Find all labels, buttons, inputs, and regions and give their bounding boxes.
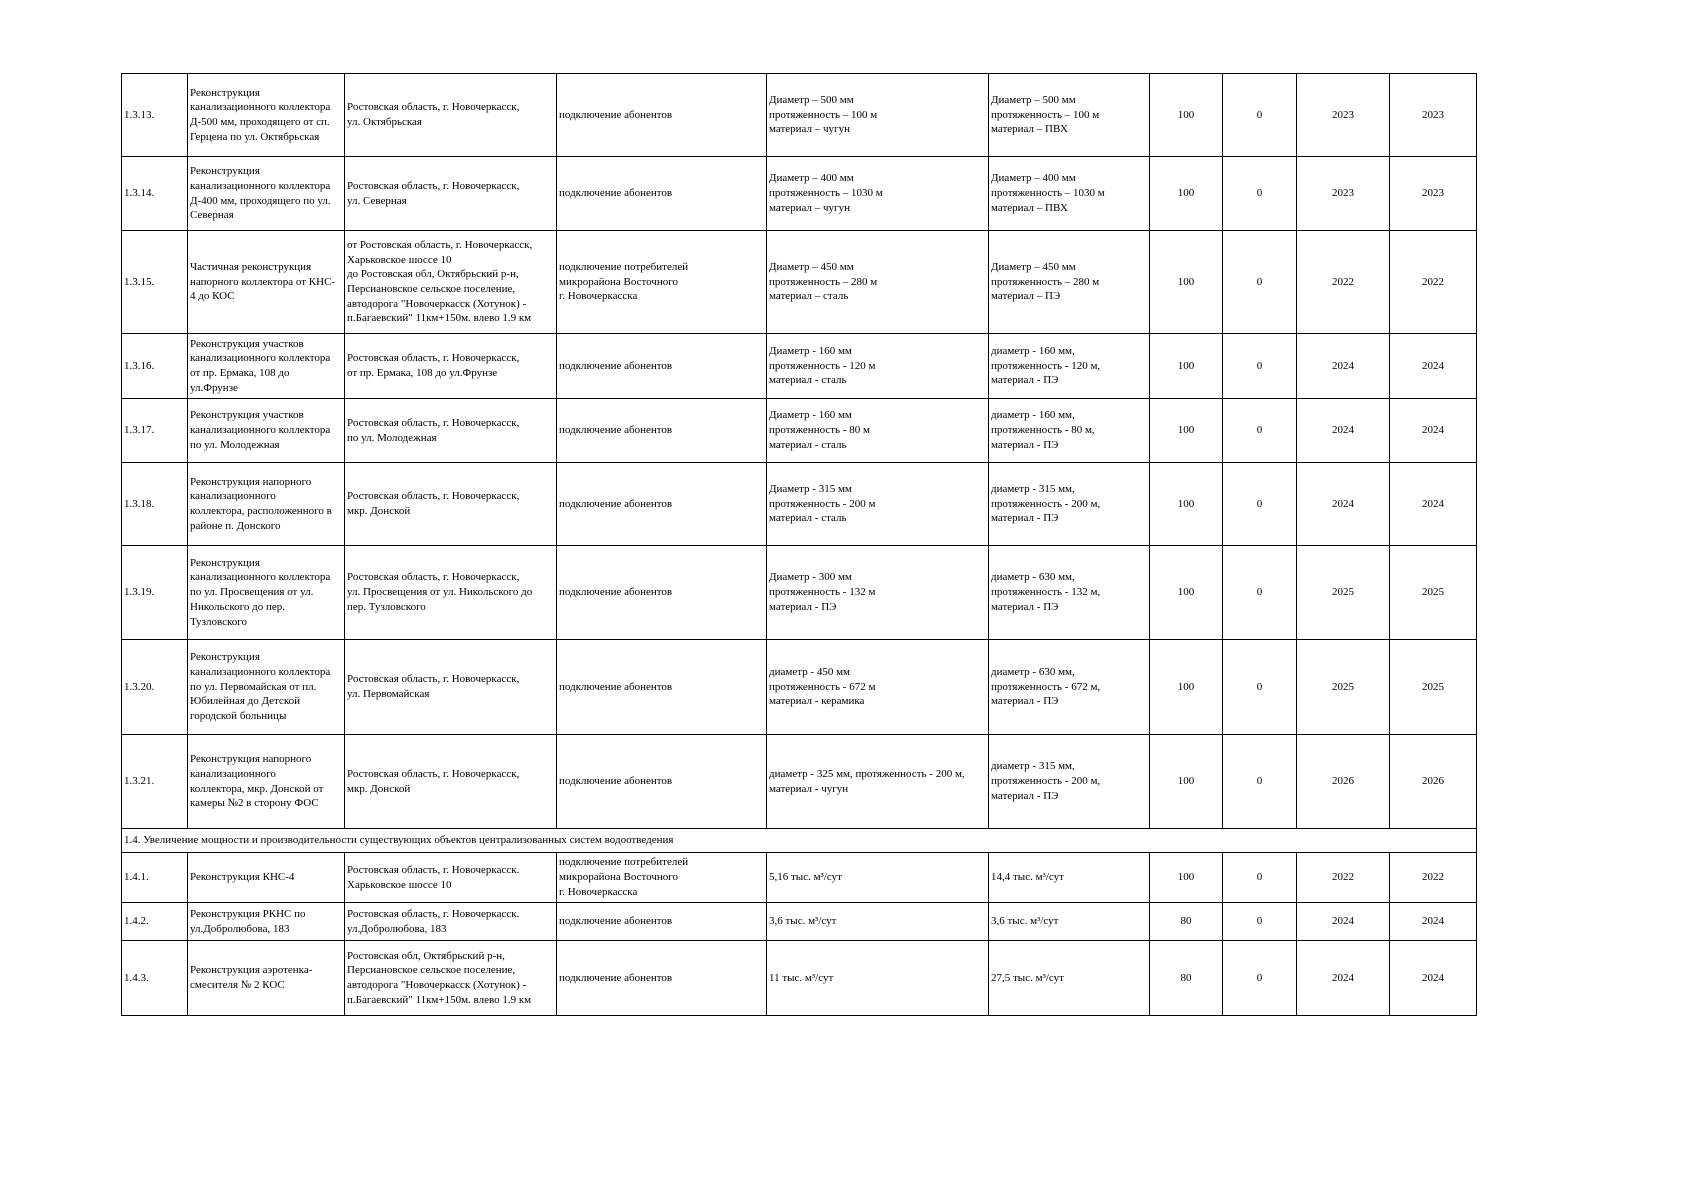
end-year: 2026 <box>1390 735 1477 829</box>
readiness-percent: 100 <box>1150 735 1223 829</box>
current-parameters: диаметр - 325 мм, протяженность - 200 м, материал - чугун <box>767 735 989 829</box>
table-row <box>122 640 1477 735</box>
end-year: 2024 <box>1390 334 1477 399</box>
end-year: 2025 <box>1390 546 1477 640</box>
row-number: 1.3.13. <box>122 74 188 157</box>
end-year: 2022 <box>1390 853 1477 903</box>
object-address: Ростовская область, г. Новочеркасск. ул.Добролюбова, 183 <box>345 903 557 941</box>
row-number: 1.3.15. <box>122 231 188 334</box>
row-number: 1.3.21. <box>122 735 188 829</box>
table-row <box>122 399 1477 463</box>
readiness-percent: 100 <box>1150 463 1223 546</box>
current-parameters: 11 тыс. м³/сут <box>767 941 989 1016</box>
end-year: 2024 <box>1390 941 1477 1016</box>
object-purpose: подключение потребителей микрорайона Восточного г. Новочеркасска <box>557 231 767 334</box>
planned-parameters: диаметр - 630 мм, протяженность - 132 м, материал - ПЭ <box>989 546 1150 640</box>
object-purpose: подключение абонентов <box>557 546 767 640</box>
object-name: Реконструкция канализационного коллектора Д-500 мм, проходящего от сп. Герцена по ул. Октябрьская <box>188 74 345 157</box>
object-name: Реконструкция аэротенка- смесителя № 2 КОС <box>188 941 345 1016</box>
value-zero: 0 <box>1223 463 1297 546</box>
object-name: Частичная реконструкция напорного коллектора от КНС- 4 до КОС <box>188 231 345 334</box>
start-year: 2026 <box>1297 735 1390 829</box>
object-name: Реконструкция напорного канализационного коллектора, мкр. Донской от камеры №2 в сторону ФОС <box>188 735 345 829</box>
current-parameters: диаметр - 450 мм протяженность - 672 м материал - керамика <box>767 640 989 735</box>
start-year: 2022 <box>1297 853 1390 903</box>
planned-parameters: Диаметр – 450 мм протяженность – 280 м материал – ПЭ <box>989 231 1150 334</box>
object-address: Ростовская область, г. Новочеркасск, ул. Просвещения от ул. Никольского до пер. Тузловского <box>345 546 557 640</box>
row-number: 1.4.1. <box>122 853 188 903</box>
planned-parameters: диаметр - 160 мм, протяженность - 80 м, материал - ПЭ <box>989 399 1150 463</box>
end-year: 2024 <box>1390 399 1477 463</box>
readiness-percent: 80 <box>1150 903 1223 941</box>
object-purpose: подключение потребителей микрорайона Восточного г. Новочеркасска <box>557 853 767 903</box>
start-year: 2025 <box>1297 640 1390 735</box>
value-zero: 0 <box>1223 157 1297 231</box>
object-name: Реконструкция КНС-4 <box>188 853 345 903</box>
readiness-percent: 100 <box>1150 546 1223 640</box>
object-name: Реконструкция канализационного коллектора по ул. Просвещения от ул. Никольского до пер. Тузловского <box>188 546 345 640</box>
table-row <box>122 903 1477 941</box>
section-row <box>122 829 1477 853</box>
planned-parameters: Диаметр – 400 мм протяженность – 1030 м материал – ПВХ <box>989 157 1150 231</box>
readiness-percent: 100 <box>1150 399 1223 463</box>
end-year: 2022 <box>1390 231 1477 334</box>
start-year: 2024 <box>1297 463 1390 546</box>
readiness-percent: 80 <box>1150 941 1223 1016</box>
start-year: 2024 <box>1297 399 1390 463</box>
current-parameters: Диаметр – 400 мм протяженность – 1030 м материал – чугун <box>767 157 989 231</box>
object-address: Ростовская область, г. Новочеркасск, ул. Северная <box>345 157 557 231</box>
start-year: 2023 <box>1297 157 1390 231</box>
table-row <box>122 231 1477 334</box>
end-year: 2023 <box>1390 157 1477 231</box>
value-zero: 0 <box>1223 334 1297 399</box>
object-purpose: подключение абонентов <box>557 735 767 829</box>
value-zero: 0 <box>1223 399 1297 463</box>
value-zero: 0 <box>1223 903 1297 941</box>
start-year: 2022 <box>1297 231 1390 334</box>
object-purpose: подключение абонентов <box>557 941 767 1016</box>
object-address: Ростовская область, г. Новочеркасск, ул. Октябрьская <box>345 74 557 157</box>
current-parameters: Диаметр – 450 мм протяженность – 280 м материал – сталь <box>767 231 989 334</box>
object-purpose: подключение абонентов <box>557 334 767 399</box>
object-purpose: подключение абонентов <box>557 463 767 546</box>
row-number: 1.3.18. <box>122 463 188 546</box>
value-zero: 0 <box>1223 74 1297 157</box>
object-purpose: подключение абонентов <box>557 903 767 941</box>
value-zero: 0 <box>1223 640 1297 735</box>
readiness-percent: 100 <box>1150 157 1223 231</box>
table-row <box>122 463 1477 546</box>
end-year: 2024 <box>1390 463 1477 546</box>
readiness-percent: 100 <box>1150 231 1223 334</box>
object-name: Реконструкция канализационного коллектора Д-400 мм, проходящего по ул. Северная <box>188 157 345 231</box>
table-row <box>122 157 1477 231</box>
table-row <box>122 853 1477 903</box>
table-row <box>122 334 1477 399</box>
end-year: 2024 <box>1390 903 1477 941</box>
row-number: 1.3.14. <box>122 157 188 231</box>
object-address: Ростовская область, г. Новочеркасск. Харьковское шоссе 10 <box>345 853 557 903</box>
object-address: Ростовская область, г. Новочеркасск, мкр. Донской <box>345 463 557 546</box>
object-address: Ростовская область, г. Новочеркасск, по ул. Молодежная <box>345 399 557 463</box>
object-address: Ростовская область, г. Новочеркасск, от пр. Ермака, 108 до ул.Фрунзе <box>345 334 557 399</box>
row-number: 1.3.17. <box>122 399 188 463</box>
planned-parameters: диаметр - 315 мм, протяженность - 200 м, материал - ПЭ <box>989 735 1150 829</box>
object-purpose: подключение абонентов <box>557 399 767 463</box>
current-parameters: Диаметр – 500 мм протяженность – 100 м материал – чугун <box>767 74 989 157</box>
object-purpose: подключение абонентов <box>557 157 767 231</box>
object-address: Ростовская область, г. Новочеркасск, ул. Первомайская <box>345 640 557 735</box>
object-purpose: подключение абонентов <box>557 640 767 735</box>
current-parameters: 3,6 тыс. м³/сут <box>767 903 989 941</box>
object-name: Реконструкция участков канализационного коллектора от пр. Ермака, 108 до ул.Фрунзе <box>188 334 345 399</box>
planned-parameters: 3,6 тыс. м³/сут <box>989 903 1150 941</box>
planned-parameters: диаметр - 630 мм, протяженность - 672 м, материал - ПЭ <box>989 640 1150 735</box>
current-parameters: Диаметр - 315 мм протяженность - 200 м материал - сталь <box>767 463 989 546</box>
table-row <box>122 546 1477 640</box>
value-zero: 0 <box>1223 941 1297 1016</box>
value-zero: 0 <box>1223 735 1297 829</box>
current-parameters: Диаметр - 160 мм протяженность - 120 м материал - сталь <box>767 334 989 399</box>
readiness-percent: 100 <box>1150 334 1223 399</box>
current-parameters: Диаметр - 300 мм протяженность - 132 м материал - ПЭ <box>767 546 989 640</box>
row-number: 1.3.20. <box>122 640 188 735</box>
table-row <box>122 735 1477 829</box>
object-name: Реконструкция напорного канализационного коллектора, расположенного в районе п. Донского <box>188 463 345 546</box>
start-year: 2023 <box>1297 74 1390 157</box>
object-address: Ростовская обл, Октябрьский р-н, Персиановское сельское поселение, автодорога "Новочеркасск (Хотунок) - п.Багаевский" 11км+150м. влево 1.9 км <box>345 941 557 1016</box>
row-number: 1.3.19. <box>122 546 188 640</box>
object-name: Реконструкция канализационного коллектора по ул. Первомайская от пл. Юбилейная до Детской городской больницы <box>188 640 345 735</box>
table-row <box>122 941 1477 1016</box>
planned-parameters: диаметр - 160 мм, протяженность - 120 м, материал - ПЭ <box>989 334 1150 399</box>
readiness-percent: 100 <box>1150 74 1223 157</box>
row-number: 1.4.3. <box>122 941 188 1016</box>
current-parameters: Диаметр - 160 мм протяженность - 80 м материал - сталь <box>767 399 989 463</box>
planned-parameters: Диаметр – 500 мм протяженность – 100 м материал – ПВХ <box>989 74 1150 157</box>
end-year: 2023 <box>1390 74 1477 157</box>
start-year: 2024 <box>1297 334 1390 399</box>
planned-parameters: 14,4 тыс. м³/сут <box>989 853 1150 903</box>
object-purpose: подключение абонентов <box>557 74 767 157</box>
planned-parameters: диаметр - 315 мм, протяженность - 200 м, материал - ПЭ <box>989 463 1150 546</box>
start-year: 2025 <box>1297 546 1390 640</box>
end-year: 2025 <box>1390 640 1477 735</box>
investment-table <box>121 73 1477 1016</box>
start-year: 2024 <box>1297 941 1390 1016</box>
object-address: от Ростовская область, г. Новочеркасск, Харьковское шоссе 10 до Ростовская обл, Октябрьский р-н, Персиановское сельское поселение, автодорога "Новочеркасск (Хотунок) - п.Багаевский" 11км+150м. влево 1.9 км <box>345 231 557 334</box>
object-name: Реконструкция участков канализационного коллектора по ул. Молодежная <box>188 399 345 463</box>
value-zero: 0 <box>1223 231 1297 334</box>
document-page <box>121 73 1476 1016</box>
readiness-percent: 100 <box>1150 640 1223 735</box>
row-number: 1.3.16. <box>122 334 188 399</box>
value-zero: 0 <box>1223 546 1297 640</box>
table-row <box>122 74 1477 157</box>
start-year: 2024 <box>1297 903 1390 941</box>
value-zero: 0 <box>1223 853 1297 903</box>
section-title: 1.4. Увеличение мощности и производительности существующих объектов централизованных систем водоотведения <box>122 829 1477 853</box>
object-address: Ростовская область, г. Новочеркасск, мкр. Донской <box>345 735 557 829</box>
readiness-percent: 100 <box>1150 853 1223 903</box>
current-parameters: 5,16 тыс. м³/сут <box>767 853 989 903</box>
object-name: Реконструкция РКНС по ул.Добролюбова, 183 <box>188 903 345 941</box>
planned-parameters: 27,5 тыс. м³/сут <box>989 941 1150 1016</box>
row-number: 1.4.2. <box>122 903 188 941</box>
